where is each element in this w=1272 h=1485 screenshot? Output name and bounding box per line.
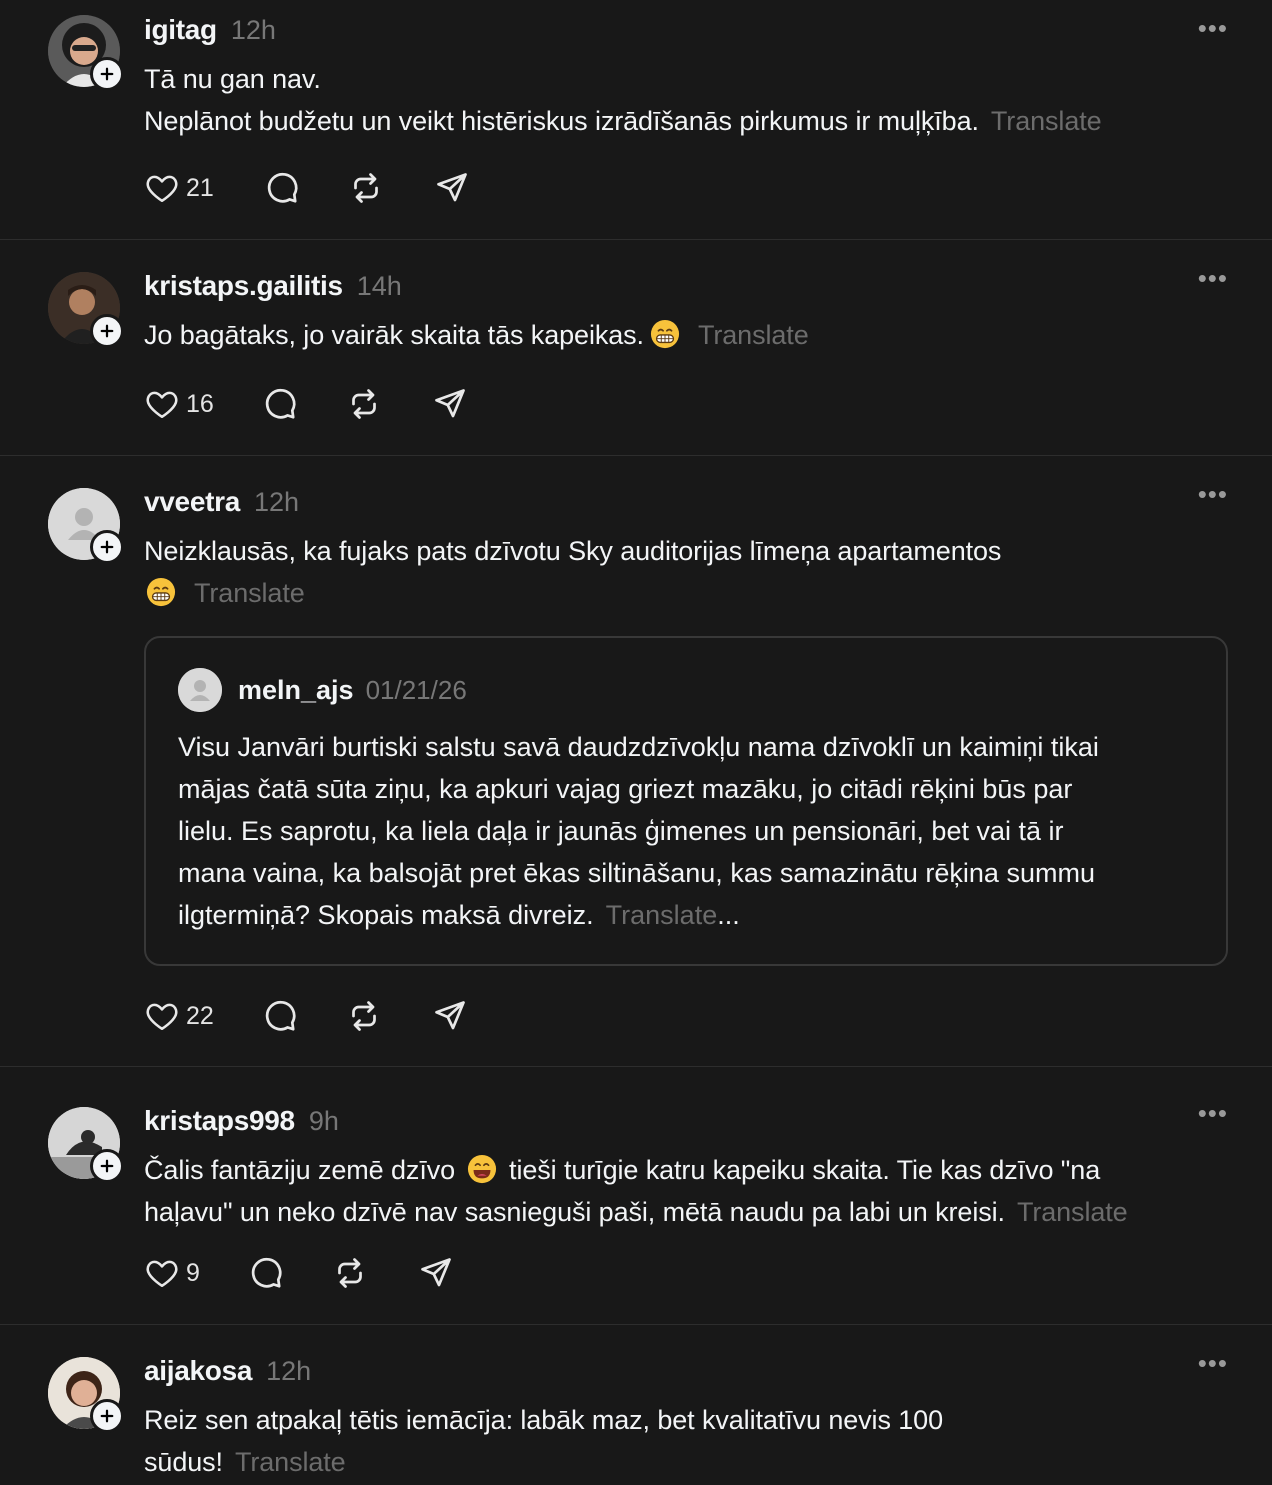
post bbox=[0, 1067, 1272, 1325]
quoted-post[interactable] bbox=[144, 636, 1228, 966]
username[interactable]: vveetra bbox=[144, 486, 240, 517]
comment-icon bbox=[262, 998, 298, 1034]
timestamp[interactable]: 12h bbox=[266, 1356, 312, 1386]
timestamp[interactable]: 12h bbox=[230, 15, 276, 45]
more-icon[interactable]: ••• bbox=[1197, 13, 1228, 43]
like-button[interactable] bbox=[144, 170, 214, 206]
post-text: Neizklausās, ka fujaks pats dzīvotu Sky auditorijas līmeņa apartamentos Translate bbox=[144, 536, 1002, 608]
like-count: 21 bbox=[186, 173, 214, 202]
translate-link[interactable]: Translate bbox=[234, 1447, 346, 1477]
repost-button[interactable] bbox=[346, 998, 382, 1034]
follow-button[interactable] bbox=[90, 1149, 124, 1183]
translate-link[interactable]: Translate bbox=[1016, 1197, 1128, 1227]
grinning-emoji-icon bbox=[146, 577, 176, 607]
follow-button[interactable] bbox=[90, 314, 124, 348]
follow-button[interactable] bbox=[90, 1399, 124, 1433]
post bbox=[0, 240, 1272, 456]
username[interactable]: kristaps998 bbox=[144, 1105, 295, 1136]
share-button[interactable] bbox=[434, 170, 470, 206]
avatar[interactable] bbox=[48, 1107, 120, 1179]
share-button[interactable] bbox=[418, 1255, 454, 1291]
timestamp[interactable]: 12h bbox=[253, 487, 300, 517]
comment-icon bbox=[248, 1255, 284, 1291]
like-button[interactable] bbox=[144, 386, 214, 422]
plus-icon bbox=[98, 1157, 116, 1175]
send-icon bbox=[432, 998, 468, 1034]
reply-button[interactable] bbox=[262, 998, 298, 1034]
repost-icon bbox=[348, 170, 384, 206]
translate-link[interactable]: Translate... bbox=[605, 900, 740, 930]
like-button[interactable] bbox=[144, 998, 214, 1034]
translate-link[interactable]: Translate bbox=[194, 578, 305, 608]
plus-icon bbox=[98, 1407, 116, 1425]
like-button[interactable] bbox=[144, 1255, 200, 1291]
reply-button[interactable] bbox=[248, 1255, 284, 1291]
heart-icon bbox=[144, 998, 180, 1034]
translate-link[interactable]: Translate bbox=[697, 320, 809, 350]
like-count: 22 bbox=[186, 1001, 214, 1030]
timestamp[interactable]: 9h bbox=[308, 1106, 339, 1136]
heart-icon bbox=[144, 170, 180, 206]
post-text: Čalis fantāziju zemē dzīvo tieši turīgie katru kapeiku skaita. Tie kas dzīvo "na haļavu" un neko dzīvē nav sasnieguši paši, mētā naudu pa labi un kreisi. Translate bbox=[144, 1155, 1128, 1227]
like-count: 9 bbox=[186, 1258, 200, 1287]
heart-icon bbox=[144, 386, 180, 422]
comment-icon bbox=[262, 386, 298, 422]
grinning-emoji-icon bbox=[650, 319, 680, 349]
avatar[interactable] bbox=[48, 15, 120, 87]
timestamp[interactable]: 01/21/26 bbox=[365, 674, 467, 705]
repost-button[interactable] bbox=[332, 1255, 368, 1291]
laughing-emoji-icon bbox=[467, 1154, 497, 1184]
post bbox=[0, 456, 1272, 1067]
repost-icon bbox=[332, 1255, 368, 1291]
translate-link[interactable]: Translate bbox=[990, 106, 1102, 136]
follow-button[interactable] bbox=[90, 57, 124, 91]
repost-button[interactable] bbox=[348, 170, 384, 206]
username[interactable]: meln_ajs bbox=[238, 674, 354, 705]
plus-icon bbox=[98, 65, 116, 83]
more-icon[interactable]: ••• bbox=[1197, 1098, 1228, 1128]
reply-button[interactable] bbox=[264, 170, 300, 206]
username[interactable]: igitag bbox=[144, 14, 217, 45]
follow-button[interactable] bbox=[90, 530, 124, 564]
share-button[interactable] bbox=[432, 998, 468, 1034]
repost-button[interactable] bbox=[346, 386, 382, 422]
more-icon[interactable]: ••• bbox=[1197, 263, 1228, 293]
avatar[interactable] bbox=[178, 668, 222, 712]
avatar[interactable] bbox=[48, 272, 120, 344]
username[interactable]: aijakosa bbox=[144, 1355, 253, 1386]
send-icon bbox=[418, 1255, 454, 1291]
like-count: 16 bbox=[186, 389, 214, 418]
post bbox=[0, 0, 1272, 240]
send-icon bbox=[434, 170, 470, 206]
comment-icon bbox=[264, 170, 300, 206]
plus-icon bbox=[98, 538, 116, 556]
avatar[interactable] bbox=[48, 1357, 120, 1429]
reply-button[interactable] bbox=[262, 386, 298, 422]
share-button[interactable] bbox=[432, 386, 468, 422]
avatar[interactable] bbox=[48, 488, 120, 560]
username[interactable]: kristaps.gailitis bbox=[144, 270, 343, 301]
post bbox=[0, 1325, 1272, 1485]
timestamp[interactable]: 14h bbox=[356, 271, 402, 301]
repost-icon bbox=[346, 386, 382, 422]
more-icon[interactable]: ••• bbox=[1197, 479, 1228, 509]
more-icon[interactable]: ••• bbox=[1197, 1348, 1228, 1378]
post-text: Tā nu gan nav. Neplānot budžetu un veikt histēriskus izrādīšanās pirkumus ir muļķība. Translate bbox=[144, 64, 1102, 136]
heart-icon bbox=[144, 1255, 180, 1291]
quoted-text: Visu Janvāri burtiski salstu savā daudzdzīvokļu nama dzīvoklī un kaimiņi tikai mājas čatā sūta ziņu, ka apkuri vajag griezt mazāku, jo citādi rēķini būs par lielu. Es saprotu, ka liela daļa ir jaunās ģimenes un pensionāri, bet vai tā ir mana vaina, ka balsojāt pret ēkas siltināšanu, kas samazinātu rēķina summu ilgtermiņā? Skopais maksā divreiz. Translate... bbox=[178, 732, 1099, 930]
post-text: Reiz sen atpakaļ tētis iemācīja: labāk maz, bet kvalitatīvu nevis 100 sūdus! Translate bbox=[144, 1405, 944, 1477]
post-text: Jo bagātaks, jo vairāk skaita tās kapeikas. Translate bbox=[144, 320, 809, 350]
plus-icon bbox=[98, 322, 116, 340]
repost-icon bbox=[346, 998, 382, 1034]
send-icon bbox=[432, 386, 468, 422]
